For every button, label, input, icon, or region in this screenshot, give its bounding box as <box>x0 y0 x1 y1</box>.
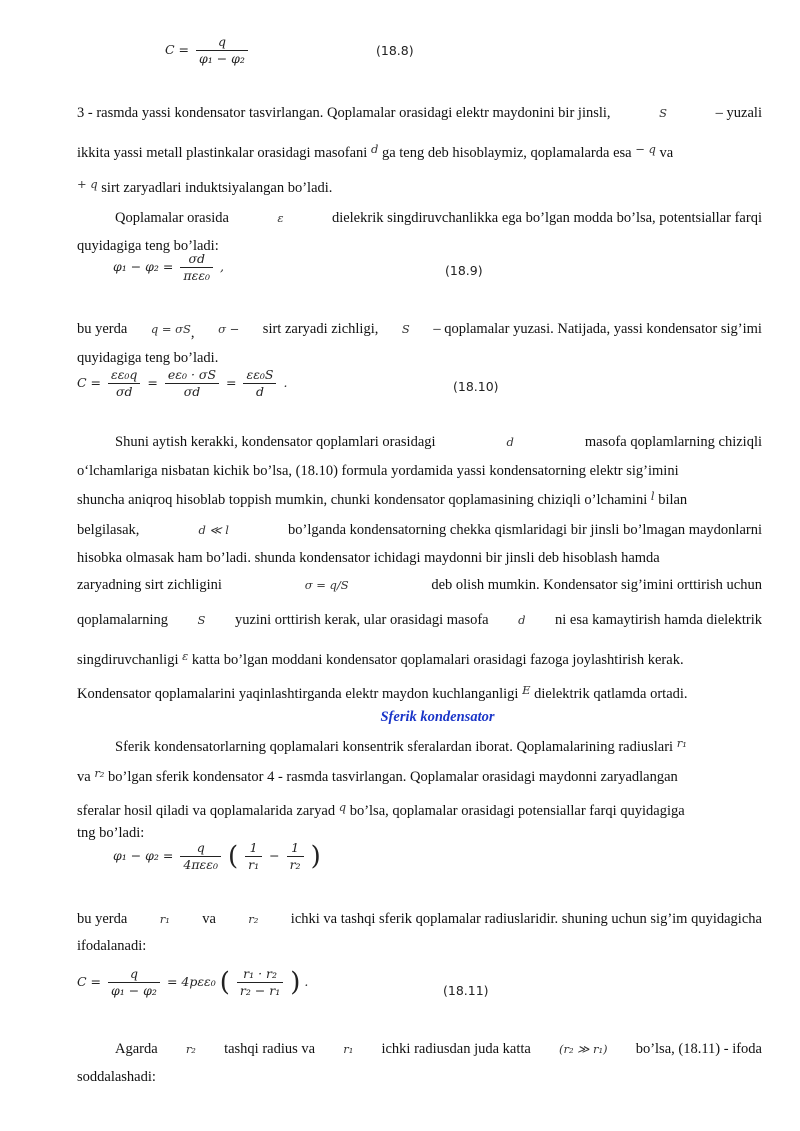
math-symbol: r₁ <box>343 1042 354 1056</box>
text: masofa qoplamlarning chiziqli <box>584 434 762 450</box>
text: zaryadning sirt zichligini <box>77 577 222 593</box>
denominator: r₁ <box>248 857 260 872</box>
paragraph-line <box>77 320 762 342</box>
denominator: φ₁ − φ₂ <box>199 51 245 66</box>
math-symbol: r₁ <box>676 736 687 750</box>
eq-lhs: φ₁ − φ₂ = <box>113 848 174 863</box>
fraction <box>196 34 248 67</box>
math-symbol: σ − <box>218 322 240 336</box>
text: va <box>77 769 91 785</box>
math-symbol: r₁ <box>159 912 170 926</box>
eq-equals: = <box>147 375 158 390</box>
text: ni esa kamaytirish hamda dielektrik <box>555 612 762 628</box>
math-symbol: ε <box>182 649 189 663</box>
text: shuncha aniqroq hisoblab toppish mumkin, chunki kondensator qoplamasining chiziqli o’lchamini <box>77 492 648 508</box>
paragraph-line <box>77 140 673 162</box>
math-symbol: E <box>522 683 531 697</box>
paragraph-line <box>77 611 762 629</box>
text: bu yerda <box>77 321 128 337</box>
paragraph-line: hisobka olmasak ham bo’ladi. shunda kondensator ichidagi maydonni bir jinsli deb hisoblash hamda <box>77 550 660 566</box>
paragraph-line: ifodalanadi: <box>77 938 147 954</box>
math-symbol: − q <box>635 142 656 156</box>
eq-equals: = <box>226 375 237 390</box>
paragraph-line <box>77 910 762 928</box>
math-symbol: S <box>659 106 668 120</box>
math-symbol: q <box>338 800 347 814</box>
text: dielekrik singdiruvchanlikka ega bo’lgan modda bo’lsa, potentsiallar farqi <box>331 210 762 226</box>
text: qoplamalarning <box>77 612 169 628</box>
paragraph-line: soddalashadi: <box>77 1069 156 1085</box>
paragraph-line: quyidagiga teng bo’ladi. <box>77 350 219 366</box>
text: ichki va tashqi sferik qoplamalar radiuslaridir. shuning uchun sig’im quyidagicha <box>290 911 762 927</box>
math-symbol: d ≪ l <box>198 523 229 537</box>
text: bu yerda <box>77 911 128 927</box>
paragraph-line <box>77 647 684 669</box>
numerator: r₁ · r₂ <box>237 966 283 983</box>
eq-tail: , <box>220 259 225 274</box>
math-symbol: (r₂ ≫ r₁) <box>559 1042 608 1056</box>
equation-number: (18.11) <box>443 983 489 998</box>
paragraph-line <box>77 104 762 122</box>
text: Agarda <box>115 1041 158 1057</box>
text: ikkita yassi metall plastinkalar orasidagi masofani <box>77 145 368 161</box>
section-heading: Sferik kondensator <box>380 709 495 725</box>
text: Sferik kondensatorlarning qoplamalari konsentrik sferalardan iborat. Qoplamalarining radiuslari <box>115 739 674 755</box>
eq-mid: = 4pεε₀ <box>166 974 216 989</box>
equation-spherical <box>113 840 321 873</box>
math-symbol: r₂ <box>94 766 105 780</box>
text: , <box>190 325 195 341</box>
paragraph-line <box>77 681 688 703</box>
text: va <box>202 911 216 927</box>
equation-18-11 <box>77 966 308 999</box>
fraction <box>180 840 221 873</box>
eq-lhs: C = <box>77 375 102 390</box>
text: bo’lgan sferik kondensator 4 - rasmda tasvirlangan. Qoplamalar orasidagi maydonni zaryadlangan <box>108 769 678 785</box>
denominator: 4πεε₀ <box>183 857 218 872</box>
fraction <box>165 367 219 400</box>
paren-right: ) <box>290 967 301 998</box>
numerator: 1 <box>245 840 262 857</box>
fraction <box>237 966 283 999</box>
paren-right: ) <box>310 841 321 872</box>
equation-number: (18.8) <box>376 43 414 58</box>
text: deb olish mumkin. Kondensator sig’imini orttirish uchun <box>431 577 762 593</box>
math-symbol: σ = q/S <box>304 578 349 592</box>
equation-18-9 <box>113 251 224 284</box>
math-symbol: r₂ <box>185 1042 196 1056</box>
text: va <box>659 145 674 161</box>
text: tashqi radius va <box>224 1041 316 1057</box>
equation-number: (18.9) <box>445 263 483 278</box>
text: belgilasak, <box>77 522 140 538</box>
text: sferalar hosil qiladi va qoplamalarida zaryad <box>77 803 336 819</box>
math-symbol: ε <box>277 211 284 225</box>
numerator: eε₀ · σS <box>165 367 219 384</box>
eq-lhs: C = <box>77 974 102 989</box>
text: Kondensator qoplamalarini yaqinlashtirganda elektr maydon kuchlanganligi <box>77 686 519 702</box>
text: 3 - rasmda yassi kondensator tasvirlangan. Qoplamalar orasidagi elektr maydonini bir jinsli, <box>77 105 611 121</box>
math-symbol: d <box>518 613 526 627</box>
text: bo’lsa, qoplamalar orasidagi potensiallar farqi quyidagiga <box>349 803 685 819</box>
numerator: εε₀q <box>108 367 140 384</box>
math-symbol: S <box>197 613 206 627</box>
denominator: σd <box>183 384 201 399</box>
math-symbol: S <box>401 322 410 336</box>
text: Qoplamalar orasida <box>115 210 229 226</box>
fraction <box>108 367 140 400</box>
paragraph-line <box>77 798 685 820</box>
math-symbol: d <box>506 435 514 449</box>
denominator: r₂ − r₁ <box>239 983 281 998</box>
paragraph-line <box>77 576 762 594</box>
math-symbol: + q <box>77 177 98 191</box>
text: singdiruvchanligi <box>77 652 179 668</box>
equation-18-8 <box>165 34 251 67</box>
text: – qoplamalar yuzasi. Natijada, yassi kondensator sig’imi <box>433 321 762 337</box>
paragraph-line: o‘lchamlariga nisbatan kichik bo’lsa, (18.10) formula yordamida yassi kondensatorning elektr sig’imini <box>77 463 679 479</box>
paragraph-line <box>77 175 332 197</box>
denominator: πεε₀ <box>183 268 211 283</box>
eq-lhs: φ₁ − φ₂ = <box>113 259 174 274</box>
math-symbol: q = σS <box>150 322 191 336</box>
math-symbol: l <box>650 489 655 503</box>
fraction <box>245 840 262 873</box>
paragraph-line: tng bo’ladi: <box>77 825 145 841</box>
eq-minus: − <box>269 848 280 863</box>
numerator: q <box>196 34 248 51</box>
text: – yuzali <box>715 105 762 121</box>
paragraph-line <box>115 734 687 756</box>
equation-number: (18.10) <box>453 379 499 394</box>
denominator: r₂ <box>289 857 301 872</box>
fraction <box>180 251 213 284</box>
numerator: εε₀S <box>243 367 276 384</box>
text: bo’lganda kondensatorning chekka qismlaridagi bir jinsli bo’lmagan maydonlarni <box>288 522 762 538</box>
text: Shuni aytish kerakki, kondensator qoplamlari orasidagi <box>115 434 436 450</box>
denominator: σd <box>115 384 133 399</box>
text: yuzini orttirish kerak, ular orasidagi masofa <box>234 612 489 628</box>
text: katta bo’lgan moddani kondensator qoplamalari orasidagi fazoga joylashtirish kerak. <box>191 652 684 668</box>
text: dielektrik qatlamda ortadi. <box>534 686 688 702</box>
fraction <box>108 966 160 999</box>
eq-tail: . <box>304 974 309 989</box>
text: sirt zaryadlari induktsiyalangan bo’ladi. <box>101 180 333 196</box>
denominator: φ₁ − φ₂ <box>111 983 157 998</box>
math-symbol: d <box>370 142 379 156</box>
paragraph-line <box>77 764 678 786</box>
text: bilan <box>658 492 688 508</box>
numerator: q <box>108 966 160 983</box>
text: ga teng deb hisoblaymiz, qoplamalarda esa <box>381 145 632 161</box>
math-symbol: r₂ <box>248 912 259 926</box>
equation-18-10 <box>77 367 287 400</box>
eq-lhs: C = <box>165 42 190 57</box>
paragraph-line <box>115 433 762 451</box>
numerator: σd <box>180 251 213 268</box>
denominator: d <box>255 384 264 399</box>
numerator: 1 <box>287 840 304 857</box>
paragraph-line <box>115 1040 762 1058</box>
text: bo’lsa, (18.11) - ifoda <box>635 1041 762 1057</box>
fraction <box>287 840 304 873</box>
paragraph-line <box>77 521 762 539</box>
paren-left: ( <box>219 967 230 998</box>
text: sirt zaryadi zichligi, <box>262 321 379 337</box>
paragraph-line <box>77 487 687 509</box>
text: ichki radiusdan juda katta <box>381 1041 531 1057</box>
fraction <box>243 367 276 400</box>
eq-tail: . <box>283 375 288 390</box>
paren-left: ( <box>227 841 239 872</box>
paragraph-line <box>115 209 762 227</box>
numerator: q <box>180 840 221 857</box>
paragraph-line: quyidagiga teng bo’ladi: <box>77 238 219 254</box>
